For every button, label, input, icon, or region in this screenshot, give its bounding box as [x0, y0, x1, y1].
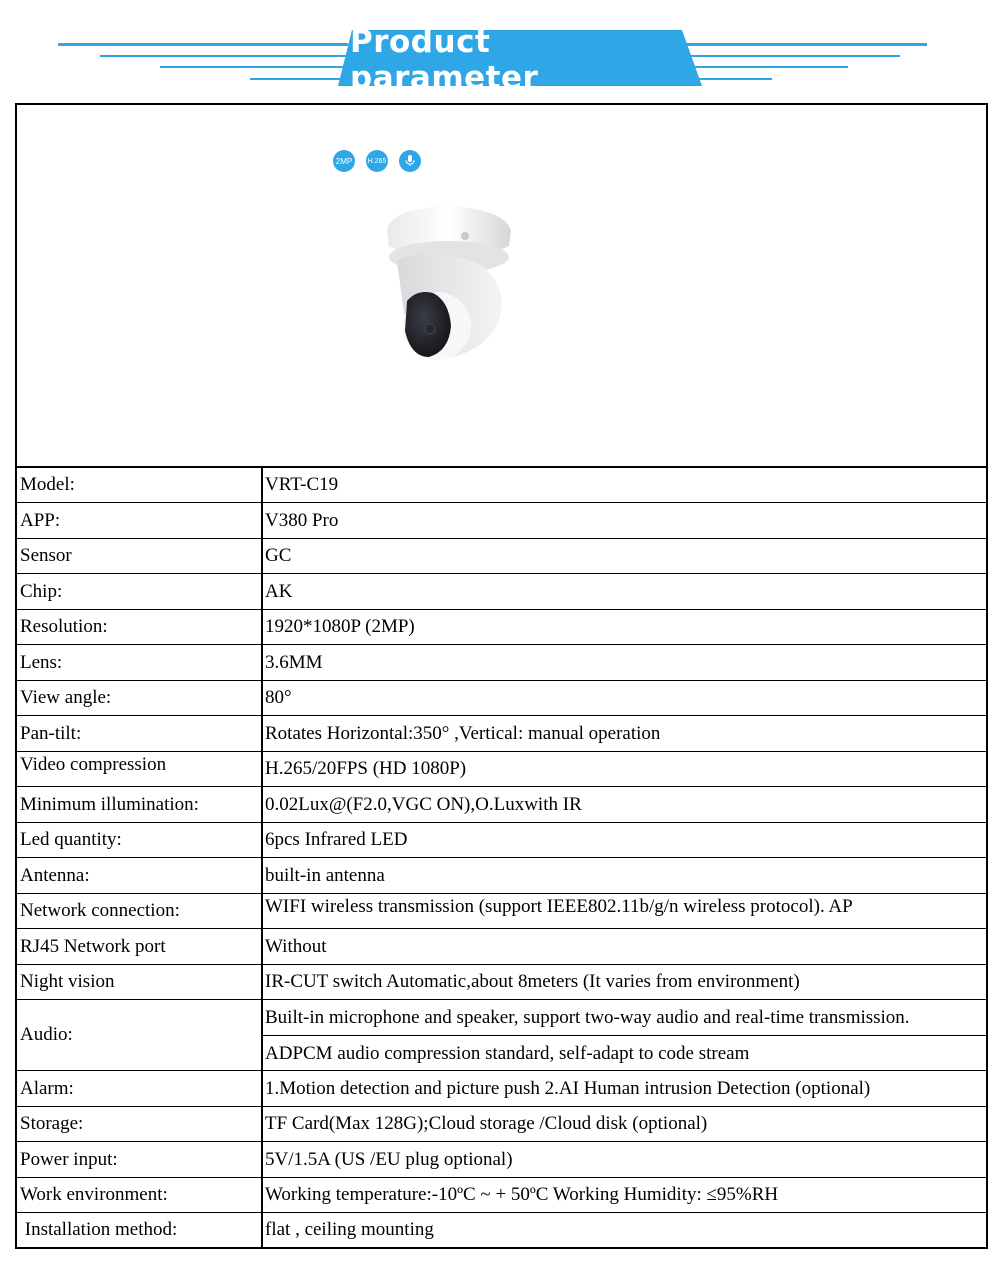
- row-label: Night vision: [20, 971, 115, 992]
- row-value: H.265/20FPS (HD 1080P): [265, 758, 467, 779]
- table-row: [17, 929, 986, 965]
- audio-subrow: [263, 1000, 986, 1036]
- row-value: GC: [265, 545, 292, 566]
- row-value: 1.Motion detection and picture push 2.AI Human intrusion Detection (optional): [265, 1077, 871, 1099]
- table-row: [17, 539, 986, 574]
- row-value: 6pcs Infrared LED: [265, 829, 408, 850]
- table-row: [17, 503, 986, 539]
- row-label: Lens:: [20, 651, 63, 673]
- row-value: 3.6MM: [265, 651, 323, 673]
- table-row: [17, 1213, 986, 1247]
- table-row: [17, 645, 986, 681]
- row-value: AK: [265, 580, 293, 602]
- table-row: [17, 1178, 986, 1213]
- table-row: [17, 681, 986, 716]
- row-value: Built-in microphone and speaker, support two-way audio and real-time transmission.: [265, 1006, 910, 1028]
- row-label: Sensor: [20, 545, 72, 566]
- table-row: [17, 894, 986, 929]
- row-value: Rotates Horizontal:350° ,Vertical: manual operation: [265, 722, 661, 744]
- row-value: flat , ceiling mounting: [265, 1219, 434, 1240]
- row-label: Alarm:: [20, 1077, 74, 1099]
- table-row: [17, 1071, 986, 1107]
- row-value: WIFI wireless transmission (support IEEE802.11b/g/n wireless protocol). AP: [265, 896, 853, 917]
- table-row: [17, 787, 986, 823]
- badge-2mp: 2MP: [333, 150, 355, 172]
- spec-table: [15, 103, 988, 1249]
- camera-illustration: [377, 201, 517, 366]
- row-label: Chip:: [20, 580, 63, 602]
- table-row: [17, 716, 986, 752]
- row-value: TF Card(Max 128G);Cloud storage /Cloud disk (optional): [265, 1113, 708, 1134]
- row-label: Installation method:: [20, 1219, 178, 1240]
- row-value: Without: [265, 935, 327, 957]
- row-label: Power input:: [20, 1148, 118, 1170]
- table-row-audio: [17, 1000, 986, 1071]
- row-label: View angle:: [20, 687, 112, 708]
- row-value: 80°: [265, 687, 292, 708]
- table-row: [17, 858, 986, 894]
- mic-icon: [399, 150, 421, 172]
- header-banner: [0, 0, 1000, 100]
- badge-h265: H.265: [366, 150, 388, 172]
- row-value: 0.02Lux@(F2.0,VGC ON),O.Luxwith IR: [265, 793, 582, 815]
- row-label: APP:: [20, 509, 61, 531]
- row-label: Antenna:: [20, 864, 90, 886]
- row-label: Minimum illumination:: [20, 793, 199, 815]
- row-value: V380 Pro: [265, 509, 339, 531]
- table-row: [17, 965, 986, 1000]
- row-label: Audio:: [20, 1024, 73, 1045]
- page-title: Product parameter: [350, 24, 539, 96]
- row-label: Model:: [20, 474, 75, 495]
- row-label: Work environment:: [20, 1184, 168, 1205]
- row-value: Working temperature:-10ºC ~ + 50ºC Working Humidity: ≤95%RH: [265, 1184, 779, 1205]
- row-label: Network connection:: [20, 900, 180, 921]
- row-value: 1920*1080P (2MP): [265, 616, 415, 637]
- row-value-2: ADPCM audio compression standard, self-adapt to code stream: [265, 1042, 750, 1064]
- table-row: [17, 468, 986, 503]
- table-row: [17, 574, 986, 610]
- row-label: Pan-tilt:: [20, 722, 82, 744]
- table-row: [17, 1107, 986, 1142]
- row-value: VRT-C19: [265, 474, 339, 495]
- table-row: [17, 1142, 986, 1178]
- row-label: Video compression: [20, 754, 167, 775]
- row-label: Resolution:: [20, 616, 108, 637]
- product-photo: [17, 105, 986, 468]
- row-value: built-in antenna: [265, 864, 385, 886]
- row-label: Storage:: [20, 1113, 84, 1134]
- row-value: IR-CUT switch Automatic,about 8meters (It varies from environment): [265, 971, 800, 992]
- row-value: 5V/1.5A (US /EU plug optional): [265, 1148, 513, 1170]
- table-row: [17, 610, 986, 645]
- table-row: [17, 752, 986, 787]
- row-label: Led quantity:: [20, 829, 122, 850]
- table-row: [17, 823, 986, 858]
- row-label: RJ45 Network port: [20, 935, 166, 957]
